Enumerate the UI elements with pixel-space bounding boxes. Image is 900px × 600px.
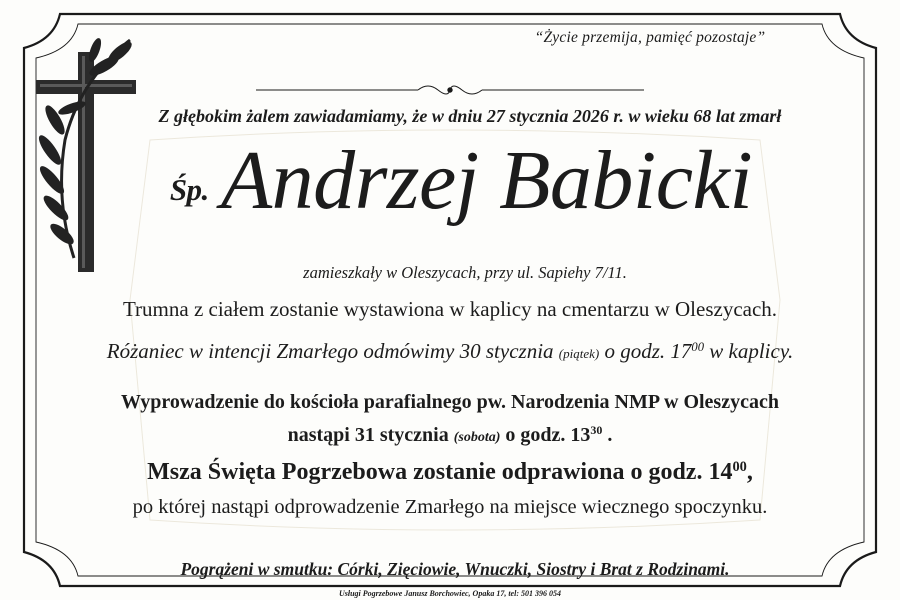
rosary-place: w kaplicy. <box>704 339 794 363</box>
funeral-home-credit: Usługi Pogrzebowe Janusz Borchowiec, Opaka 17, tel: 501 396 054 <box>338 589 561 598</box>
ornament-divider <box>256 86 644 94</box>
rosary-text: Różaniec w intencji Zmarłego odmówimy 30 stycznia <box>106 339 559 363</box>
mass-minutes: 00 <box>732 459 747 476</box>
procession-line: Wyprowadzenie do kościoła parafialnego pw. Narodzenia NMP w Oleszycach <box>121 391 779 413</box>
procession-time: o godz. 13 <box>500 424 591 446</box>
funeral-mass-line <box>0 459 900 486</box>
procession-end: . <box>602 424 613 446</box>
rosary-minutes: 00 <box>691 340 704 355</box>
deceased-name-row <box>0 132 900 229</box>
mass-end: , <box>746 459 753 485</box>
deceased-name: Andrzej Babicki <box>220 134 753 227</box>
rosary-weekday: (piątek) <box>558 346 600 361</box>
coffin-viewing-line: Trumna z ciałem zostanie wystawiona w kaplicy na cmentarzu w Oleszycach. <box>122 297 778 321</box>
procession-date: nastąpi 31 stycznia <box>287 424 454 446</box>
burial-line: po której nastąpi odprowadzenie Zmarłego na miejsce wiecznego spoczynku. <box>132 496 768 518</box>
procession-minutes: 30 <box>590 423 603 438</box>
address-line: zamieszkały w Oleszycach, przy ul. Sapiehy 7/11. <box>303 263 627 282</box>
procession-weekday: (sobota) <box>453 430 501 445</box>
rosary-time: o godz. 17 <box>599 339 692 363</box>
motto-quote: “Życie przemija, pamięć pozostaje” <box>534 29 766 46</box>
name-prefix: Śp. <box>169 172 209 207</box>
mourners-line: Pogrążeni w smutku: Córki, Zięciowie, Wnuczki, Siostry i Brat z Rodzinami. <box>180 559 730 579</box>
procession-time-line <box>0 424 900 447</box>
mass-text: Msza Święta Pogrzebowa zostanie odprawiona o godz. 14 <box>147 459 733 485</box>
death-announcement: Z głębokim żalem zawiadamiamy, że w dniu 27 stycznia 2026 r. w wieku 68 lat zmarł <box>158 106 782 126</box>
rosary-line <box>0 339 900 364</box>
